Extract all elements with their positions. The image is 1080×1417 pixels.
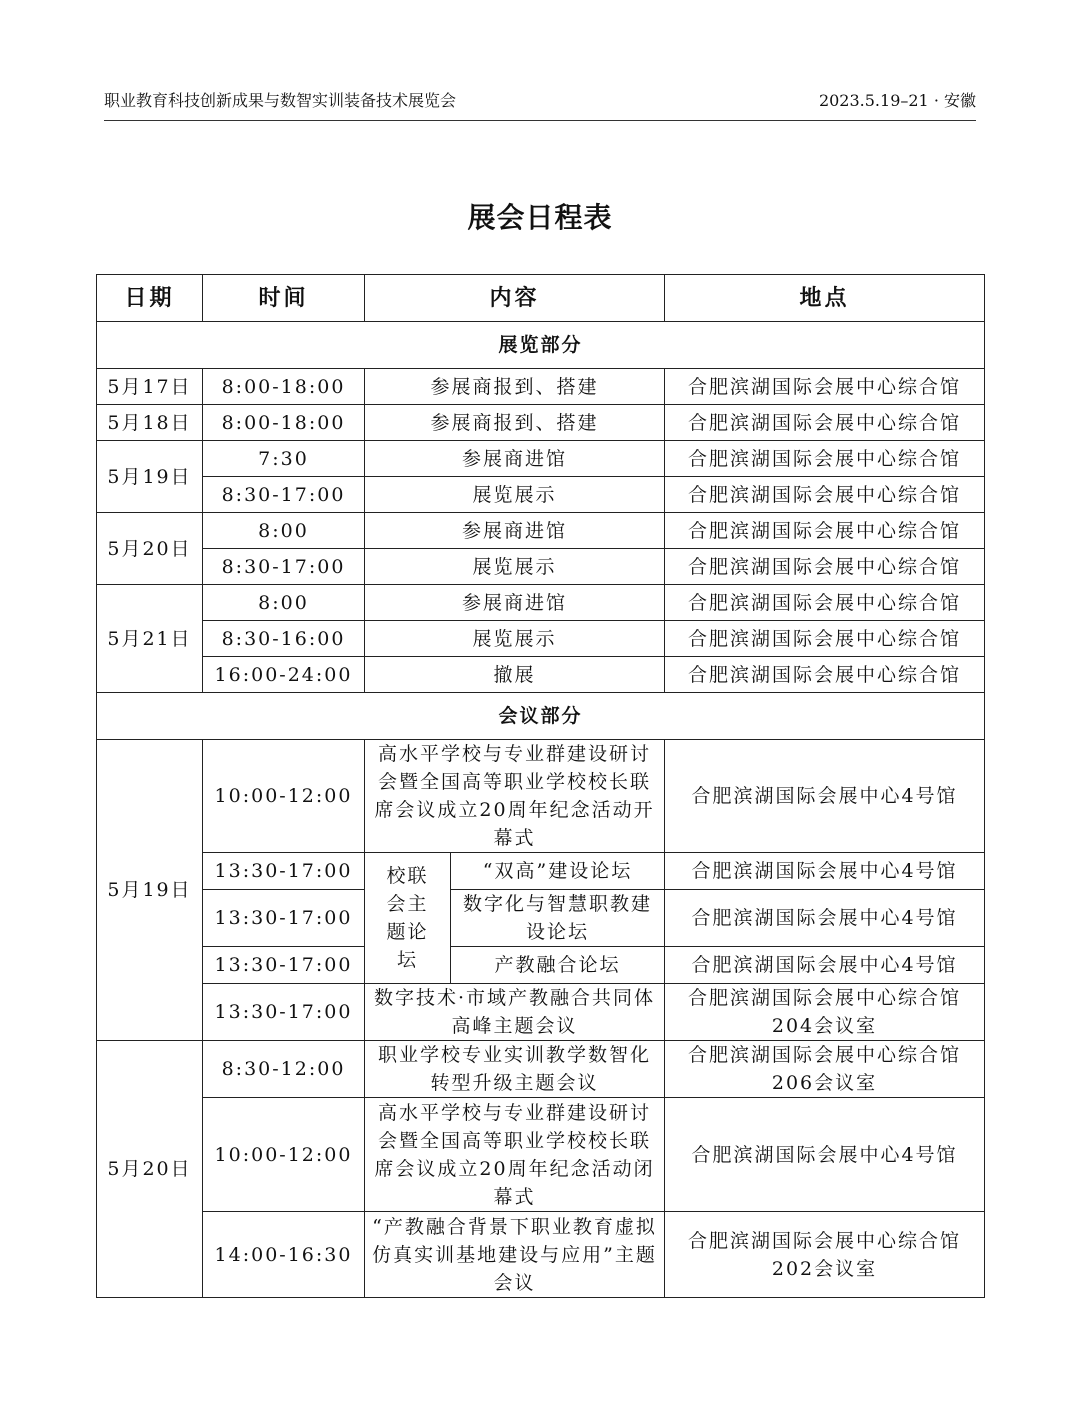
header-date-location: 2023.5.19–21 · 安徽 xyxy=(818,91,976,110)
content-cell: 撤展 xyxy=(365,657,665,693)
time-cell: 8:30-17:00 xyxy=(203,549,365,585)
table-row xyxy=(97,585,985,621)
content-cell: 参展商报到、搭建 xyxy=(365,405,665,441)
table-row xyxy=(97,441,985,477)
content-cell: 高水平学校与专业群建设研讨会暨全国高等职业学校校长联席会议成立20周年纪念活动闭幕式 xyxy=(365,1098,665,1212)
content-cell: 展览展示 xyxy=(365,477,665,513)
column-header-content: 内容 xyxy=(365,275,665,322)
venue-cell: 合肥滨湖国际会展中心综合馆 xyxy=(665,477,985,513)
content-cell: 参展商报到、搭建 xyxy=(365,369,665,405)
venue-cell: 合肥滨湖国际会展中心综合馆 xyxy=(665,585,985,621)
time-cell: 8:00 xyxy=(203,585,365,621)
table-row xyxy=(97,1212,985,1298)
venue-cell: 合肥滨湖国际会展中心综合馆 xyxy=(665,405,985,441)
table-row xyxy=(97,549,985,585)
time-cell: 8:30-16:00 xyxy=(203,621,365,657)
time-cell: 8:00-18:00 xyxy=(203,369,365,405)
page-header xyxy=(104,86,976,121)
time-cell: 7:30 xyxy=(203,441,365,477)
time-cell: 13:30-17:00 xyxy=(203,890,365,947)
column-header-time: 时间 xyxy=(203,275,365,322)
content-cell: 产教融合论坛 xyxy=(451,947,665,984)
time-cell: 14:00-16:30 xyxy=(203,1212,365,1298)
content-cell: “双高”建设论坛 xyxy=(451,853,665,890)
venue-cell: 合肥滨湖国际会展中心综合馆 xyxy=(665,549,985,585)
section-title-exhibition: 展览部分 xyxy=(97,322,985,369)
time-cell: 8:30-17:00 xyxy=(203,477,365,513)
venue-cell: 合肥滨湖国际会展中心综合馆206会议室 xyxy=(665,1041,985,1098)
time-cell: 13:30-17:00 xyxy=(203,984,365,1041)
table-row xyxy=(97,1098,985,1212)
venue-cell: 合肥滨湖国际会展中心综合馆 xyxy=(665,657,985,693)
page-title: 展会日程表 xyxy=(467,201,613,234)
venue-cell: 合肥滨湖国际会展中心综合馆 xyxy=(665,369,985,405)
venue-cell: 合肥滨湖国际会展中心综合馆 xyxy=(665,513,985,549)
time-cell: 16:00-24:00 xyxy=(203,657,365,693)
time-cell: 13:30-17:00 xyxy=(203,947,365,984)
table-row xyxy=(97,657,985,693)
content-cell: 参展商进馆 xyxy=(365,441,665,477)
table-row xyxy=(97,947,985,984)
date-cell: 5月19日 xyxy=(97,441,203,513)
table-header-row xyxy=(97,275,985,322)
header-event-name: 职业教育科技创新成果与数智实训装备技术展览会 xyxy=(104,91,457,110)
content-cell: 展览展示 xyxy=(365,549,665,585)
venue-cell: 合肥滨湖国际会展中心综合馆 xyxy=(665,621,985,657)
table-row xyxy=(97,1041,985,1098)
venue-cell: 合肥滨湖国际会展中心4号馆 xyxy=(665,890,985,947)
date-cell: 5月21日 xyxy=(97,585,203,693)
time-cell: 10:00-12:00 xyxy=(203,1098,365,1212)
section-row-meeting xyxy=(97,693,985,740)
venue-cell: 合肥滨湖国际会展中心4号馆 xyxy=(665,947,985,984)
table-row xyxy=(97,513,985,549)
column-header-venue: 地点 xyxy=(665,275,985,322)
table-row xyxy=(97,740,985,853)
date-cell: 5月19日 xyxy=(97,740,203,1041)
time-cell: 13:30-17:00 xyxy=(203,853,365,890)
venue-cell: 合肥滨湖国际会展中心综合馆202会议室 xyxy=(665,1212,985,1298)
table-row xyxy=(97,621,985,657)
table-row xyxy=(97,890,985,947)
table-row xyxy=(97,369,985,405)
date-cell: 5月20日 xyxy=(97,1041,203,1298)
date-cell: 5月18日 xyxy=(97,405,203,441)
venue-cell: 合肥滨湖国际会展中心4号馆 xyxy=(665,1098,985,1212)
table-row xyxy=(97,853,985,890)
content-cell: 高水平学校与专业群建设研讨会暨全国高等职业学校校长联席会议成立20周年纪念活动开幕式 xyxy=(365,740,665,853)
table-row xyxy=(97,477,985,513)
table-row xyxy=(97,984,985,1041)
schedule-table xyxy=(96,274,985,1298)
column-header-date: 日期 xyxy=(97,275,203,322)
content-cell: 展览展示 xyxy=(365,621,665,657)
venue-cell: 合肥滨湖国际会展中心综合馆 xyxy=(665,441,985,477)
section-title-meeting: 会议部分 xyxy=(97,693,985,740)
date-cell: 5月17日 xyxy=(97,369,203,405)
content-cell: 参展商进馆 xyxy=(365,585,665,621)
venue-cell: 合肥滨湖国际会展中心4号馆 xyxy=(665,740,985,853)
section-row-exhibition xyxy=(97,322,985,369)
content-cell: 数字技术·市域产教融合共同体高峰主题会议 xyxy=(365,984,665,1041)
time-cell: 10:00-12:00 xyxy=(203,740,365,853)
forum-group-label: 校联会主题论坛 xyxy=(365,853,451,984)
content-cell: “产教融合背景下职业教育虚拟仿真实训基地建设与应用”主题会议 xyxy=(365,1212,665,1298)
content-cell: 职业学校专业实训教学数智化转型升级主题会议 xyxy=(365,1041,665,1098)
content-cell: 参展商进馆 xyxy=(365,513,665,549)
table-row xyxy=(97,405,985,441)
time-cell: 8:00-18:00 xyxy=(203,405,365,441)
content-cell: 数字化与智慧职教建设论坛 xyxy=(451,890,665,947)
venue-cell: 合肥滨湖国际会展中心4号馆 xyxy=(665,853,985,890)
venue-cell: 合肥滨湖国际会展中心综合馆204会议室 xyxy=(665,984,985,1041)
date-cell: 5月20日 xyxy=(97,513,203,585)
time-cell: 8:00 xyxy=(203,513,365,549)
time-cell: 8:30-12:00 xyxy=(203,1041,365,1098)
